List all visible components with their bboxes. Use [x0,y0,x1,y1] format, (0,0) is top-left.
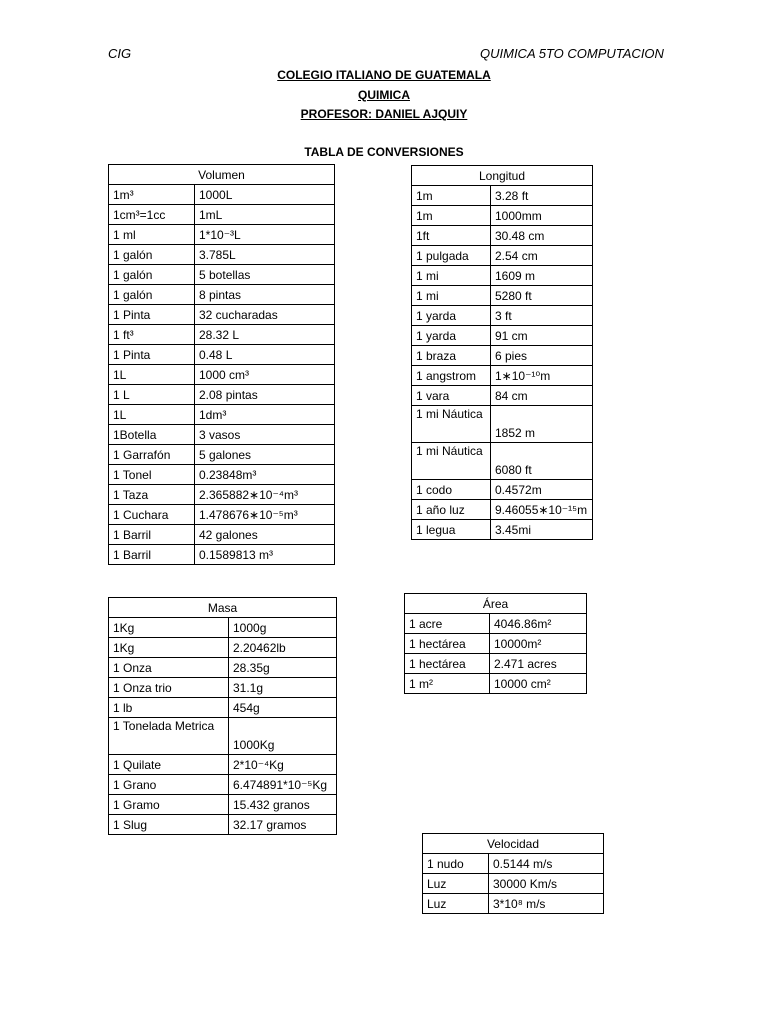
volumen-value-cell: 0.1589813 m³ [195,545,335,565]
velocidad-value-cell: 0.5144 m/s [489,854,604,874]
area-row [405,614,587,634]
area-row [405,634,587,654]
volumen-row [109,305,335,325]
area-title: Área [405,594,587,614]
masa-row [109,698,337,718]
longitud-row [412,246,593,266]
velocidad-row [423,894,604,914]
volumen-value-cell: 1mL [195,205,335,225]
volumen-unit-cell: 1 Pinta [109,345,195,365]
volumen-value-cell: 1.478676∗10⁻⁵m³ [195,505,335,525]
volumen-value-cell: 3 vasos [195,425,335,445]
longitud-value-cell: 3.45mi [491,520,593,540]
longitud-value-cell: 1852 m [491,406,593,443]
school-name: COLEGIO ITALIANO DE GUATEMALA [277,68,491,82]
volumen-unit-cell: 1m³ [109,185,195,205]
longitud-row [412,480,593,500]
longitud-title: Longitud [412,166,593,186]
volumen-unit-cell: 1L [109,405,195,425]
volumen-unit-cell: 1 ml [109,225,195,245]
masa-value-cell: 6.474891*10⁻⁵Kg [229,775,337,795]
volumen-unit-cell: 1 Barril [109,545,195,565]
volumen-row [109,285,335,305]
longitud-value-cell: 0.4572m [491,480,593,500]
volumen-unit-cell: 1 Taza [109,485,195,505]
volumen-table [108,164,335,565]
volumen-value-cell: 0.23848m³ [195,465,335,485]
volumen-unit-cell: 1 Barril [109,525,195,545]
longitud-unit-cell: 1 vara [412,386,491,406]
volumen-value-cell: 1*10⁻³L [195,225,335,245]
masa-unit-cell: 1Kg [109,638,229,658]
longitud-row [412,386,593,406]
masa-row [109,678,337,698]
volumen-value-cell: 2.08 pintas [195,385,335,405]
area-row [405,674,587,694]
masa-unit-cell: 1 Grano [109,775,229,795]
volumen-value-cell: 0.48 L [195,345,335,365]
masa-unit-cell: 1 Slug [109,815,229,835]
volumen-row [109,445,335,465]
volumen-unit-cell: 1 galón [109,285,195,305]
volumen-value-cell: 1dm³ [195,405,335,425]
longitud-value-cell: 84 cm [491,386,593,406]
volumen-unit-cell: 1Botella [109,425,195,445]
masa-unit-cell: 1 Onza [109,658,229,678]
longitud-unit-cell: 1 pulgada [412,246,491,266]
longitud-value-cell: 5280 ft [491,286,593,306]
longitud-row [412,286,593,306]
volumen-value-cell: 1000 cm³ [195,365,335,385]
longitud-unit-cell: 1 mi Náutica [412,443,491,480]
area-value-cell: 4046.86m² [490,614,587,634]
longitud-value-cell: 9.46055∗10⁻¹⁵m [491,500,593,520]
volumen-value-cell: 5 galones [195,445,335,465]
volumen-row [109,485,335,505]
volumen-row [109,185,335,205]
title-block [0,66,768,125]
longitud-unit-cell: 1 braza [412,346,491,366]
volumen-row [109,525,335,545]
velocidad-unit-cell: 1 nudo [423,854,489,874]
volumen-unit-cell: 1L [109,365,195,385]
volumen-title: Volumen [109,165,335,185]
masa-unit-cell: 1 lb [109,698,229,718]
longitud-row [412,500,593,520]
longitud-row [412,520,593,540]
longitud-unit-cell: 1m [412,186,491,206]
volumen-row [109,505,335,525]
longitud-row [412,406,593,443]
volumen-unit-cell: 1 Garrafón [109,445,195,465]
header-left: CIG [108,46,132,61]
volumen-row [109,425,335,445]
table-heading: TABLA DE CONVERSIONES [304,145,464,159]
velocidad-unit-cell: Luz [423,894,489,914]
volumen-unit-cell: 1 Cuchara [109,505,195,525]
volumen-row [109,465,335,485]
area-row [405,654,587,674]
masa-row [109,795,337,815]
area-value-cell: 10000m² [490,634,587,654]
masa-value-cell: 28.35g [229,658,337,678]
masa-value-cell: 2*10⁻⁴Kg [229,755,337,775]
volumen-row [109,405,335,425]
volumen-row [109,365,335,385]
volumen-row [109,545,335,565]
masa-value-cell: 32.17 gramos [229,815,337,835]
masa-row [109,815,337,835]
area-unit-cell: 1 hectárea [405,654,490,674]
area-unit-cell: 1 acre [405,614,490,634]
volumen-unit-cell: 1 galón [109,265,195,285]
longitud-unit-cell: 1m [412,206,491,226]
longitud-unit-cell: 1 mi Náutica [412,406,491,443]
masa-unit-cell: 1 Quilate [109,755,229,775]
longitud-value-cell: 1000mm [491,206,593,226]
longitud-value-cell: 1∗10⁻¹⁰m [491,366,593,386]
longitud-value-cell: 30.48 cm [491,226,593,246]
volumen-value-cell: 32 cucharadas [195,305,335,325]
masa-row [109,718,337,755]
header-right: QUIMICA 5TO COMPUTACION [480,46,664,61]
masa-unit-cell: 1Kg [109,618,229,638]
longitud-value-cell: 6080 ft [491,443,593,480]
masa-row [109,658,337,678]
masa-value-cell: 31.1g [229,678,337,698]
velocidad-row [423,874,604,894]
longitud-row [412,226,593,246]
volumen-unit-cell: 1 ft³ [109,325,195,345]
longitud-unit-cell: 1 año luz [412,500,491,520]
masa-value-cell: 2.20462lb [229,638,337,658]
longitud-value-cell: 1609 m [491,266,593,286]
volumen-unit-cell: 1 L [109,385,195,405]
volumen-unit-cell: 1 galón [109,245,195,265]
longitud-unit-cell: 1 codo [412,480,491,500]
longitud-value-cell: 3 ft [491,306,593,326]
volumen-row [109,345,335,365]
volumen-value-cell: 2.365882∗10⁻⁴m³ [195,485,335,505]
volumen-value-cell: 42 galones [195,525,335,545]
longitud-row [412,346,593,366]
longitud-row [412,266,593,286]
longitud-value-cell: 3.28 ft [491,186,593,206]
area-value-cell: 2.471 acres [490,654,587,674]
longitud-row [412,206,593,226]
velocidad-title: Velocidad [423,834,604,854]
volumen-value-cell: 3.785L [195,245,335,265]
volumen-unit-cell: 1 Pinta [109,305,195,325]
longitud-unit-cell: 1 legua [412,520,491,540]
volumen-row [109,325,335,345]
volumen-row [109,265,335,285]
teacher-name: PROFESOR: DANIEL AJQUIY [300,107,468,121]
volumen-row [109,385,335,405]
longitud-value-cell: 6 pies [491,346,593,366]
masa-title: Masa [109,598,337,618]
masa-value-cell: 15.432 granos [229,795,337,815]
volumen-value-cell: 8 pintas [195,285,335,305]
velocidad-row [423,854,604,874]
area-unit-cell: 1 hectárea [405,634,490,654]
longitud-row [412,186,593,206]
volumen-unit-cell: 1 Tonel [109,465,195,485]
longitud-unit-cell: 1 angstrom [412,366,491,386]
masa-table [108,597,337,835]
longitud-value-cell: 2.54 cm [491,246,593,266]
volumen-value-cell: 5 botellas [195,265,335,285]
masa-row [109,775,337,795]
volumen-value-cell: 1000L [195,185,335,205]
velocidad-value-cell: 30000 Km/s [489,874,604,894]
masa-row [109,755,337,775]
area-value-cell: 10000 cm² [490,674,587,694]
velocidad-table [422,833,604,914]
longitud-unit-cell: 1 yarda [412,306,491,326]
masa-value-cell: 454g [229,698,337,718]
volumen-row [109,245,335,265]
volumen-row [109,225,335,245]
longitud-unit-cell: 1 mi [412,286,491,306]
longitud-unit-cell: 1 yarda [412,326,491,346]
longitud-row [412,306,593,326]
subject-title: QUIMICA [358,87,410,102]
longitud-row [412,366,593,386]
masa-row [109,638,337,658]
longitud-value-cell: 91 cm [491,326,593,346]
longitud-row [412,443,593,480]
area-unit-cell: 1 m² [405,674,490,694]
volumen-value-cell: 28.32 L [195,325,335,345]
masa-row [109,618,337,638]
masa-value-cell: 1000g [229,618,337,638]
longitud-row [412,326,593,346]
longitud-table [411,165,593,540]
longitud-unit-cell: 1 mi [412,266,491,286]
volumen-row [109,205,335,225]
longitud-unit-cell: 1ft [412,226,491,246]
area-table [404,593,587,694]
masa-value-cell: 1000Kg [229,718,337,755]
masa-unit-cell: 1 Gramo [109,795,229,815]
velocidad-value-cell: 3*10⁸ m/s [489,894,604,914]
masa-unit-cell: 1 Tonelada Metrica [109,718,229,755]
volumen-unit-cell: 1cm³=1cc [109,205,195,225]
velocidad-unit-cell: Luz [423,874,489,894]
masa-unit-cell: 1 Onza trio [109,678,229,698]
